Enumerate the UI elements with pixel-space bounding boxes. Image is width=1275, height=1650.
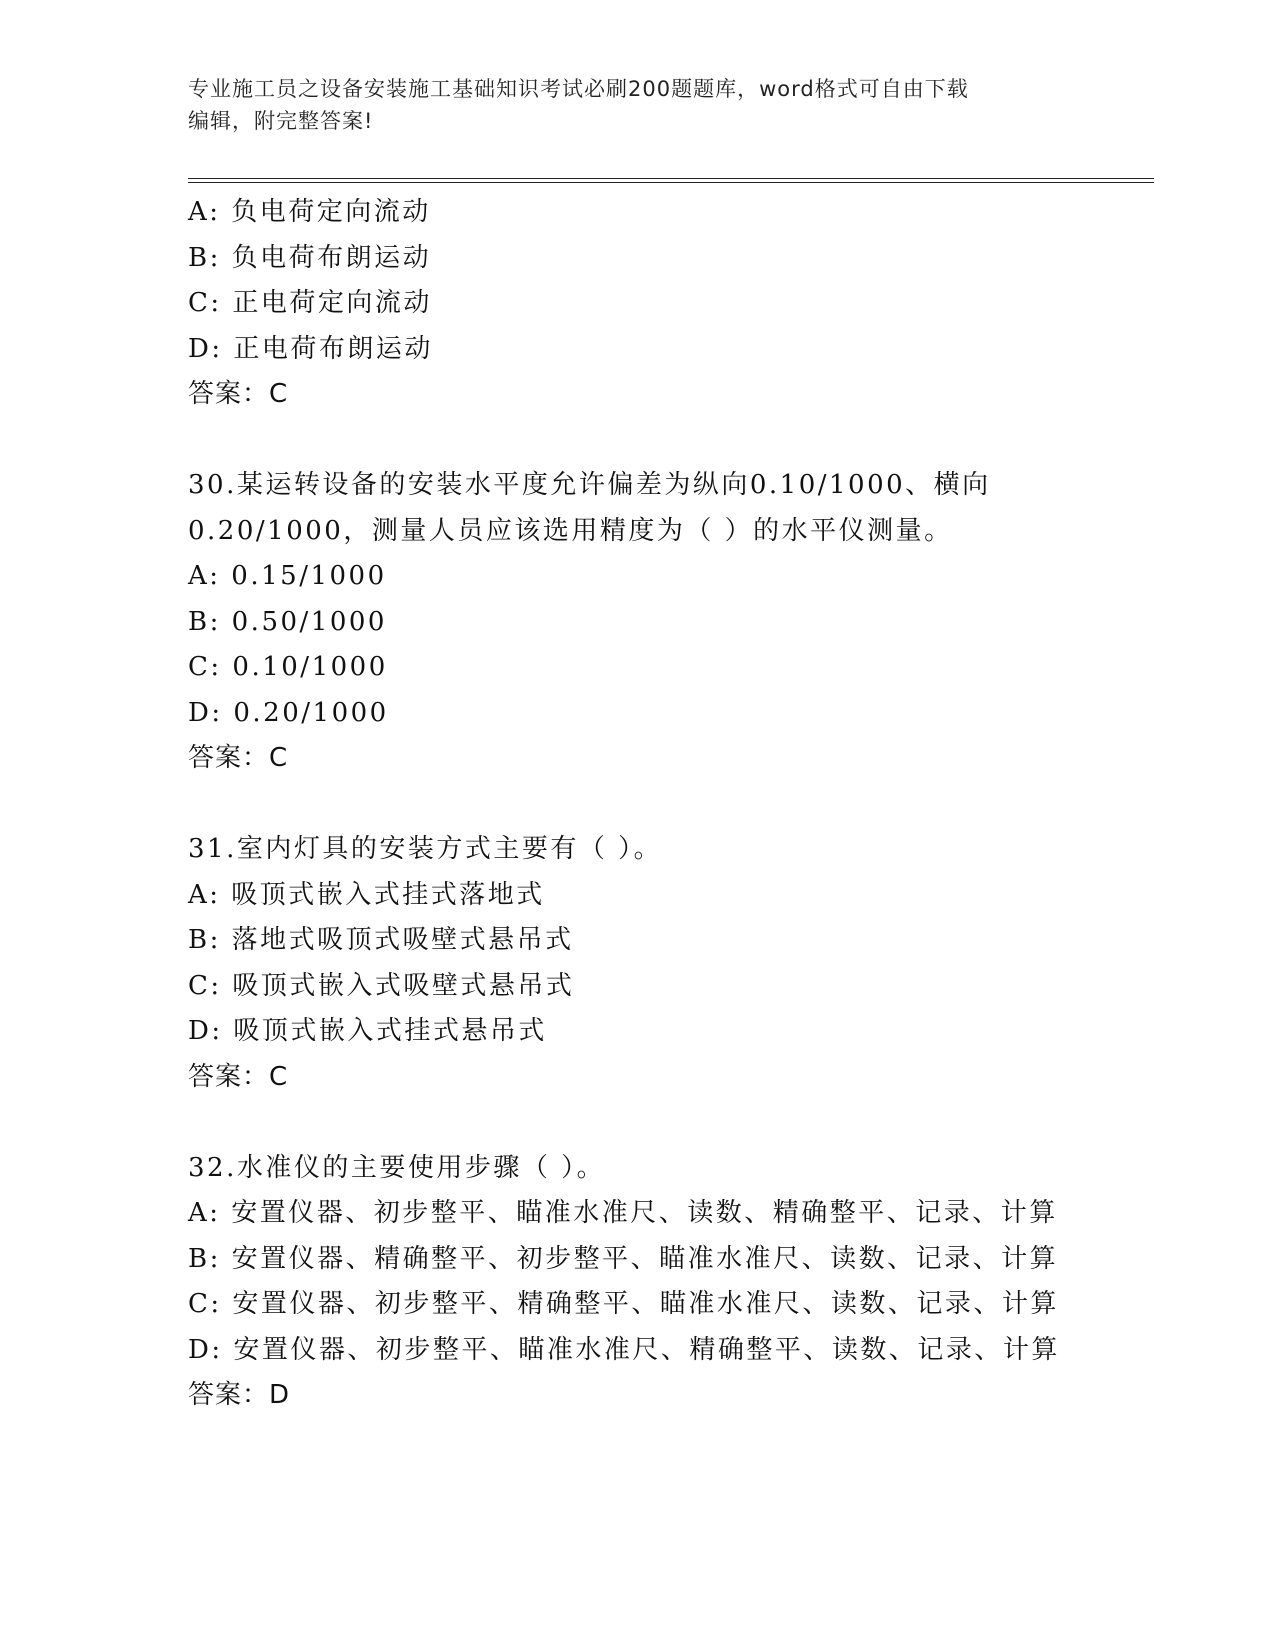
option-c: C: 安置仪器、初步整平、精确整平、瞄准水准尺、读数、记录、计算 [188,1289,1059,1319]
option-c: C: 正电荷定向流动 [188,288,432,318]
document-header [188,73,1088,137]
answer: 答案：D [188,1380,291,1410]
spacer [188,1100,1148,1146]
header-divider-top [188,178,1154,179]
option-a: A: 0.15/1000 [188,561,387,591]
question-stem: 31.室内灯具的安装方式主要有（ ）。 [188,834,663,864]
answer: 答案：C [188,1061,289,1092]
option-d: D: 吸顶式嵌入式挂式悬吊式 [188,1016,547,1046]
option-d: D: 安置仪器、初步整平、瞄准水准尺、精确整平、读数、记录、计算 [188,1334,1060,1365]
question-30 [188,463,1148,782]
spacer [188,418,1148,464]
header-divider-bottom [188,182,1154,183]
option-a: A: 安置仪器、初步整平、瞄准水准尺、读数、精确整平、记录、计算 [188,1198,1058,1228]
spacer [188,782,1148,828]
option-a: A: 负电荷定向流动 [188,197,431,227]
question-32 [188,1146,1148,1419]
question-stem: 32.水准仪的主要使用步骤（ ）。 [188,1152,606,1183]
option-b: B: 落地式吸顶式吸壁式悬吊式 [188,925,574,955]
option-b: B: 0.50/1000 [188,606,387,637]
option-b: B: 安置仪器、精确整平、初步整平、瞄准水准尺、读数、记录、计算 [188,1243,1059,1274]
question-stem-continued: 0.20/1000，测量人员应该选用精度为（ ）的水平仪测量。 [188,515,953,546]
question-31 [188,827,1148,1100]
option-c: C: 吸顶式嵌入式吸壁式悬吊式 [188,970,575,1001]
answer: 答案：C [188,743,289,773]
question-stem: 30.某运转设备的安装水平度允许偏差为纵向0.10/1000、横向 [188,470,991,500]
option-d: D: 正电荷布朗运动 [188,333,433,364]
option-c: C: 0.10/1000 [188,652,388,682]
option-d: D: 0.20/1000 [188,697,389,728]
answer: 答案：C [188,379,289,409]
question-29 [188,190,1148,418]
option-b: B: 负电荷布朗运动 [188,242,432,273]
header-title-line-2: 编辑，附完整答案! [188,109,374,133]
header-title-line-1: 专业施工员之设备安装施工基础知识考试必刷200题题库，word格式可自由下载 [188,77,969,101]
question-list [188,190,1148,1419]
option-a: A: 吸顶式嵌入式挂式落地式 [188,879,545,910]
